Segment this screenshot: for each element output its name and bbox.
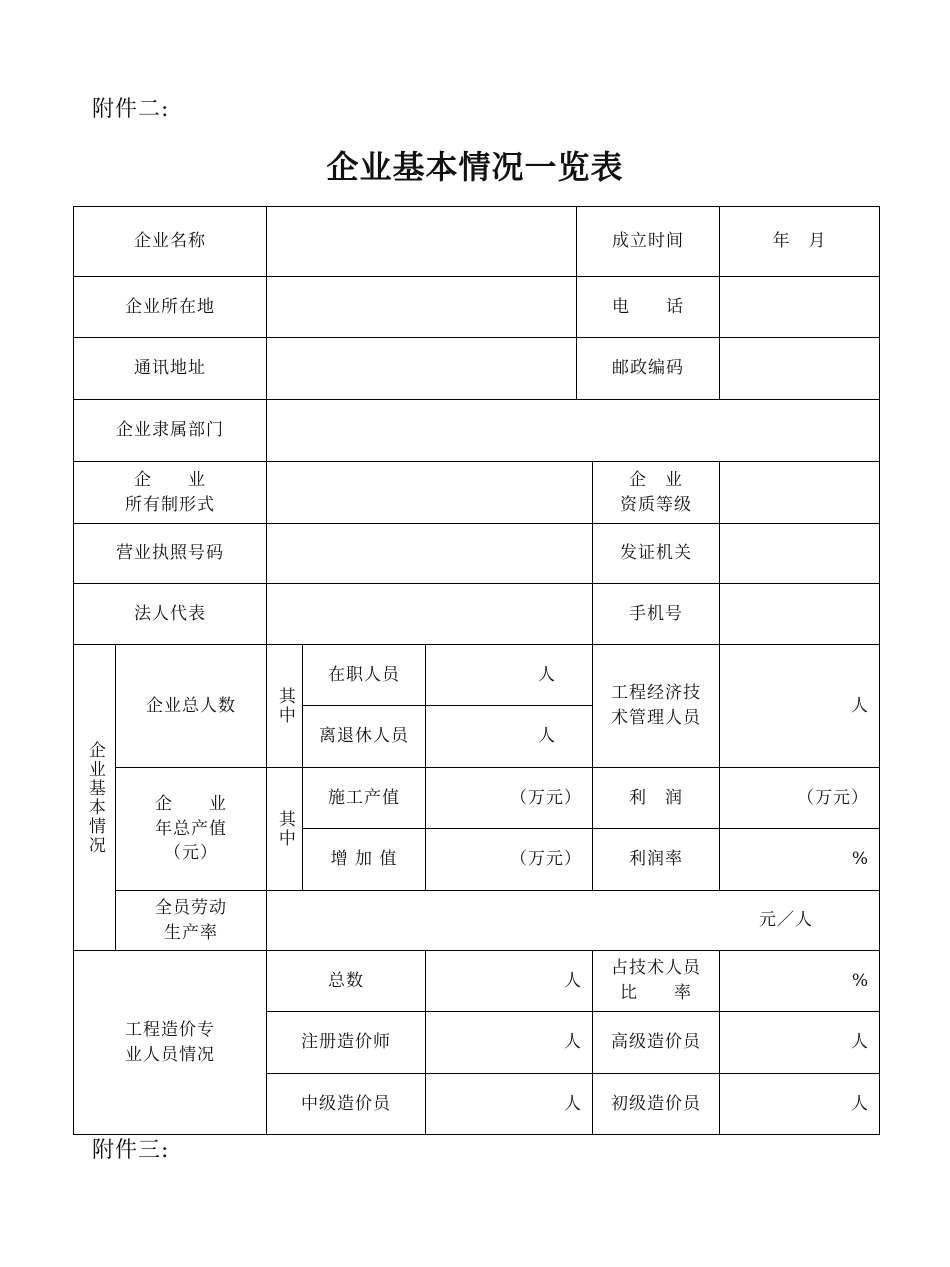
legal-rep-value[interactable] — [267, 584, 593, 645]
table-row — [74, 891, 880, 951]
ownership-label-line1: 企 业 — [134, 469, 206, 490]
productivity-label-line2: 生产率 — [164, 922, 218, 943]
address-label: 通讯地址 — [74, 338, 267, 400]
profit-rate-value[interactable]: % — [720, 829, 880, 891]
construction-value-label: 施工产值 — [303, 768, 426, 829]
registered-cost-engineer-label: 注册造价师 — [267, 1012, 426, 1074]
intermediate-cost-staff-label: 中级造价员 — [267, 1074, 426, 1135]
founded-date-label: 成立时间 — [577, 207, 720, 277]
tech-staff-label — [593, 645, 720, 768]
enterprise-name-label: 企业名称 — [74, 207, 267, 277]
tech-ratio-label-line2: 比 率 — [620, 983, 693, 1003]
basic-info-section-label: 企业基本情况 — [74, 645, 116, 951]
cost-total-label: 总数 — [267, 951, 426, 1012]
annual-output-label-line2: 年总产值 — [155, 818, 227, 839]
senior-cost-staff-value[interactable]: 人 — [720, 1012, 880, 1074]
license-label: 营业执照号码 — [74, 524, 267, 584]
intermediate-cost-staff-value[interactable]: 人 — [426, 1074, 593, 1135]
retired-staff-label: 离退休人员 — [303, 706, 426, 768]
founded-date-value[interactable]: 年 月 — [720, 207, 880, 277]
active-staff-label: 在职人员 — [303, 645, 426, 706]
location-label: 企业所在地 — [74, 277, 267, 338]
issuer-value[interactable] — [720, 524, 880, 584]
profit-rate-label: 利润率 — [593, 829, 720, 891]
qualification-label-line1: 企 业 — [629, 469, 684, 490]
ownership-label — [74, 462, 267, 524]
tech-ratio-label — [593, 951, 720, 1012]
added-value-value[interactable]: （万元） — [426, 829, 593, 891]
active-staff-value[interactable]: 人 — [426, 645, 593, 706]
total-staff-label: 企业总人数 — [116, 645, 267, 768]
qualification-label — [593, 462, 720, 524]
postcode-value[interactable] — [720, 338, 880, 400]
profit-value[interactable]: （万元） — [720, 768, 880, 829]
mobile-label: 手机号 — [593, 584, 720, 645]
annual-output-label — [116, 768, 267, 891]
tech-staff-label-line2: 术管理人员 — [611, 708, 702, 728]
tech-staff-label-line1: 工程经济技 — [611, 683, 702, 704]
ownership-label-line2: 所有制形式 — [125, 494, 215, 515]
table-row — [74, 338, 880, 400]
table-row — [74, 768, 880, 829]
table-row — [74, 584, 880, 645]
table-row — [74, 277, 880, 338]
department-label: 企业隶属部门 — [74, 400, 267, 462]
cost-staff-section-label-line2: 业人员情况 — [125, 1044, 215, 1065]
qualification-value[interactable] — [720, 462, 880, 524]
issuer-label: 发证机关 — [593, 524, 720, 584]
productivity-value[interactable]: 元／人 — [267, 891, 880, 951]
table-row — [74, 462, 880, 524]
cost-staff-section-label-line1: 工程造价专 — [125, 1019, 215, 1040]
junior-cost-staff-label: 初级造价员 — [593, 1074, 720, 1135]
ownership-value[interactable] — [267, 462, 593, 524]
annual-output-label-line3: （元） — [164, 843, 218, 864]
enterprise-name-value[interactable] — [267, 207, 577, 277]
productivity-label-line1: 全员劳动 — [155, 897, 227, 918]
postcode-label: 邮政编码 — [577, 338, 720, 400]
registered-cost-engineer-value[interactable]: 人 — [426, 1012, 593, 1074]
page-title: 企业基本情况一览表 — [326, 148, 624, 186]
cost-staff-section-label — [74, 951, 267, 1135]
cost-total-value[interactable]: 人 — [426, 951, 593, 1012]
added-value-label: 增 加 值 — [303, 829, 426, 891]
tech-ratio-value[interactable]: % — [720, 951, 880, 1012]
attachment-label-top: 附件二: — [92, 97, 170, 122]
construction-value-value[interactable]: （万元） — [426, 768, 593, 829]
address-value[interactable] — [267, 338, 577, 400]
profit-label: 利 润 — [593, 768, 720, 829]
retired-staff-value[interactable]: 人 — [426, 706, 593, 768]
enterprise-info-table — [73, 206, 880, 1135]
productivity-label — [116, 891, 267, 951]
department-value[interactable] — [267, 400, 880, 462]
mobile-value[interactable] — [720, 584, 880, 645]
qualification-label-line2: 资质等级 — [620, 494, 693, 515]
phone-label: 电 话 — [577, 277, 720, 338]
table-row — [74, 645, 880, 706]
phone-value[interactable] — [720, 277, 880, 338]
attachment-label-bottom: 附件三: — [92, 1138, 170, 1163]
table-row — [74, 400, 880, 462]
of-which-label: 其中 — [267, 645, 303, 768]
legal-rep-label: 法人代表 — [74, 584, 267, 645]
license-value[interactable] — [267, 524, 593, 584]
location-value[interactable] — [267, 277, 577, 338]
junior-cost-staff-value[interactable]: 人 — [720, 1074, 880, 1135]
table-row — [74, 951, 880, 1012]
of-which-label: 其中 — [267, 768, 303, 891]
table-row — [74, 524, 880, 584]
senior-cost-staff-label: 高级造价员 — [593, 1012, 720, 1074]
tech-ratio-label-line1: 占技术人员 — [611, 958, 702, 979]
tech-staff-value[interactable]: 人 — [720, 645, 880, 768]
annual-output-label-line1: 企 业 — [155, 794, 227, 815]
table-row — [74, 207, 880, 277]
